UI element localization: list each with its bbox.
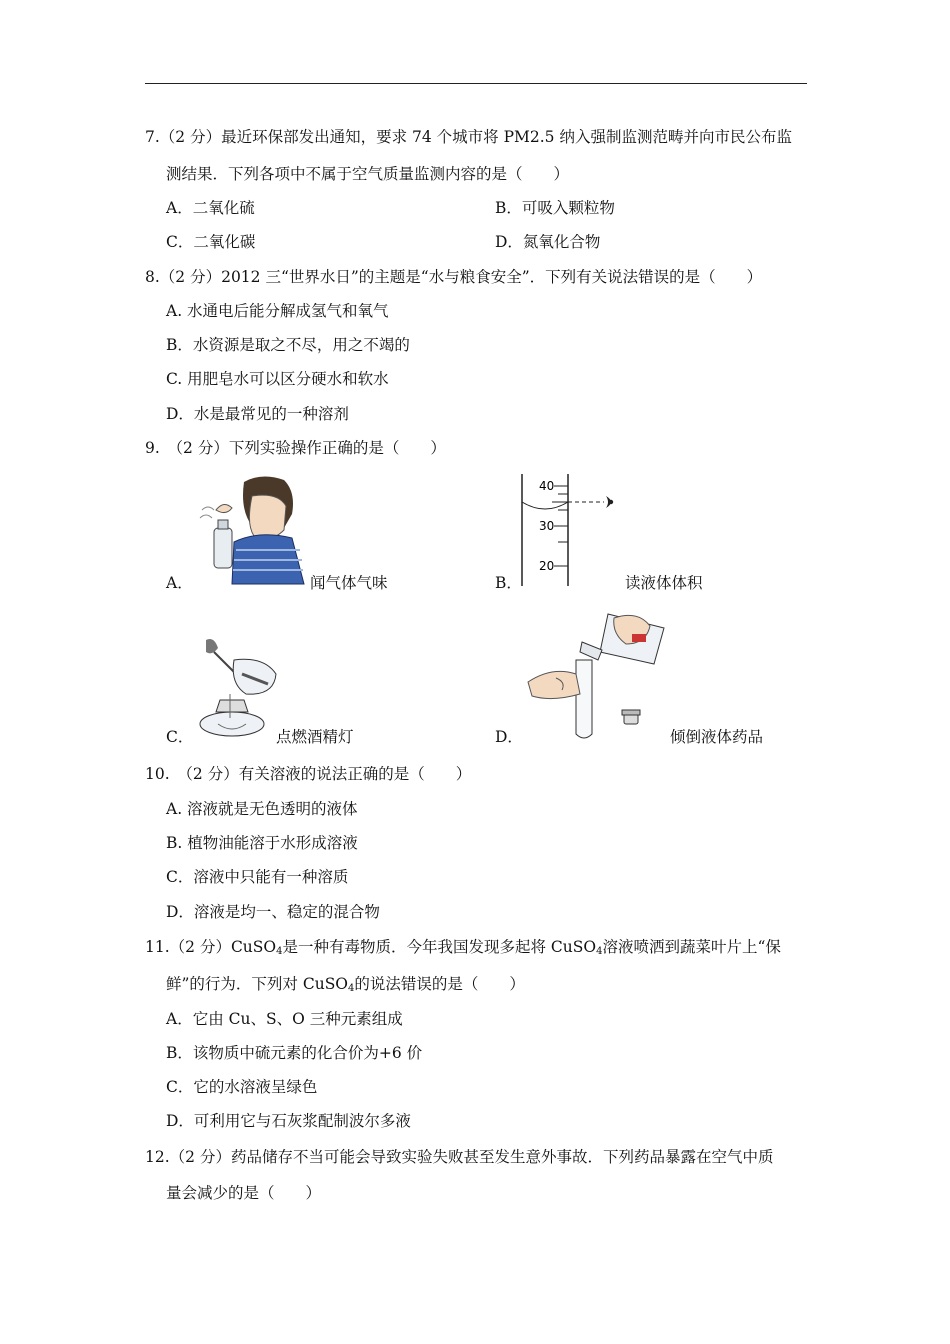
q9-option-c-caption: 点燃酒精灯 <box>276 728 354 746</box>
q12-stem-line2: 量会减少的是（ ） <box>166 1184 322 1202</box>
q10-option-c: C．溶液中只能有一种溶质 <box>166 868 349 886</box>
cylinder-tick-40: 40 <box>539 479 555 493</box>
q7-option-c: C．二氧化碳 <box>166 233 256 251</box>
q8-option-d: D．水是最常见的一种溶剂 <box>166 405 349 423</box>
q8-option-c: C. 用肥皂水可以区分硬水和软水 <box>166 370 389 388</box>
q10-stem: 10. （2 分）有关溶液的说法正确的是（ ） <box>145 765 472 783</box>
cylinder-tick-30: 30 <box>539 519 555 533</box>
figure-light-lamp <box>194 634 280 740</box>
q7-option-b: B．可吸入颗粒物 <box>495 199 615 217</box>
header-rule <box>145 83 807 84</box>
q10-option-b: B. 植物油能溶于水形成溶液 <box>166 834 358 852</box>
q7-option-a: A．二氧化硫 <box>166 199 255 217</box>
q9-option-b-letter: B． <box>495 574 522 592</box>
q9-option-c-letter: C． <box>166 728 194 746</box>
q7-stem-line2: 测结果．下列各项中不属于空气质量监测内容的是（ ） <box>166 165 570 183</box>
q11-option-a: A．它由 Cu、S、O 三种元素组成 <box>166 1010 403 1028</box>
figure-read-volume <box>514 472 630 588</box>
figure-smell-gas <box>192 470 310 585</box>
q11-option-c: C．它的水溶液呈绿色 <box>166 1078 318 1096</box>
q8-stem: 8.（2 分）2012 三“世界水日”的主题是“水与粮食安全”．下列有关说法错误的是（ ） <box>145 268 763 286</box>
q9-stem: 9. （2 分）下列实验操作正确的是（ ） <box>145 439 446 457</box>
q11-option-b: B．该物质中硫元素的化合价为+6 价 <box>166 1044 423 1062</box>
figure-pour-liquid <box>522 604 670 744</box>
q11-stem-line1: 11.（2 分）CuSO$_4$是一种有毒物质．今年我国发现多起将 CuSO$_4$溶液喷洒到蔬菜叶片上“保 <box>145 938 781 957</box>
q9-option-d-caption: 倾倒液体药品 <box>670 728 764 746</box>
q8-option-a: A. 水通电后能分解成氢气和氧气 <box>166 302 389 320</box>
q9-option-b-caption: 读液体体积 <box>625 574 703 592</box>
q11-option-d: D．可利用它与石灰浆配制波尔多液 <box>166 1112 411 1130</box>
q11-stem-line2: 鲜”的行为．下列对 CuSO$_4$的说法错误的是（ ） <box>166 975 525 994</box>
q7-stem-line1: 7.（2 分）最近环保部发出通知，要求 74 个城市将 PM2.5 纳入强制监测范畴并向市民公布监 <box>145 128 792 146</box>
q9-option-a-caption: 闻气体气味 <box>310 574 388 592</box>
q10-option-d: D．溶液是均一、稳定的混合物 <box>166 903 380 921</box>
cylinder-tick-20: 20 <box>539 559 555 573</box>
q10-option-a: A. 溶液就是无色透明的液体 <box>166 800 358 818</box>
q9-option-a-letter: A． <box>166 574 193 592</box>
q9-option-d-letter: D． <box>495 728 523 746</box>
q8-option-b: B．水资源是取之不尽，用之不竭的 <box>166 336 410 354</box>
q12-stem-line1: 12.（2 分）药品储存不当可能会导致实验失败甚至发生意外事故．下列药品暴露在空气中质 <box>145 1148 774 1166</box>
q7-option-d: D．氮氧化合物 <box>495 233 601 251</box>
